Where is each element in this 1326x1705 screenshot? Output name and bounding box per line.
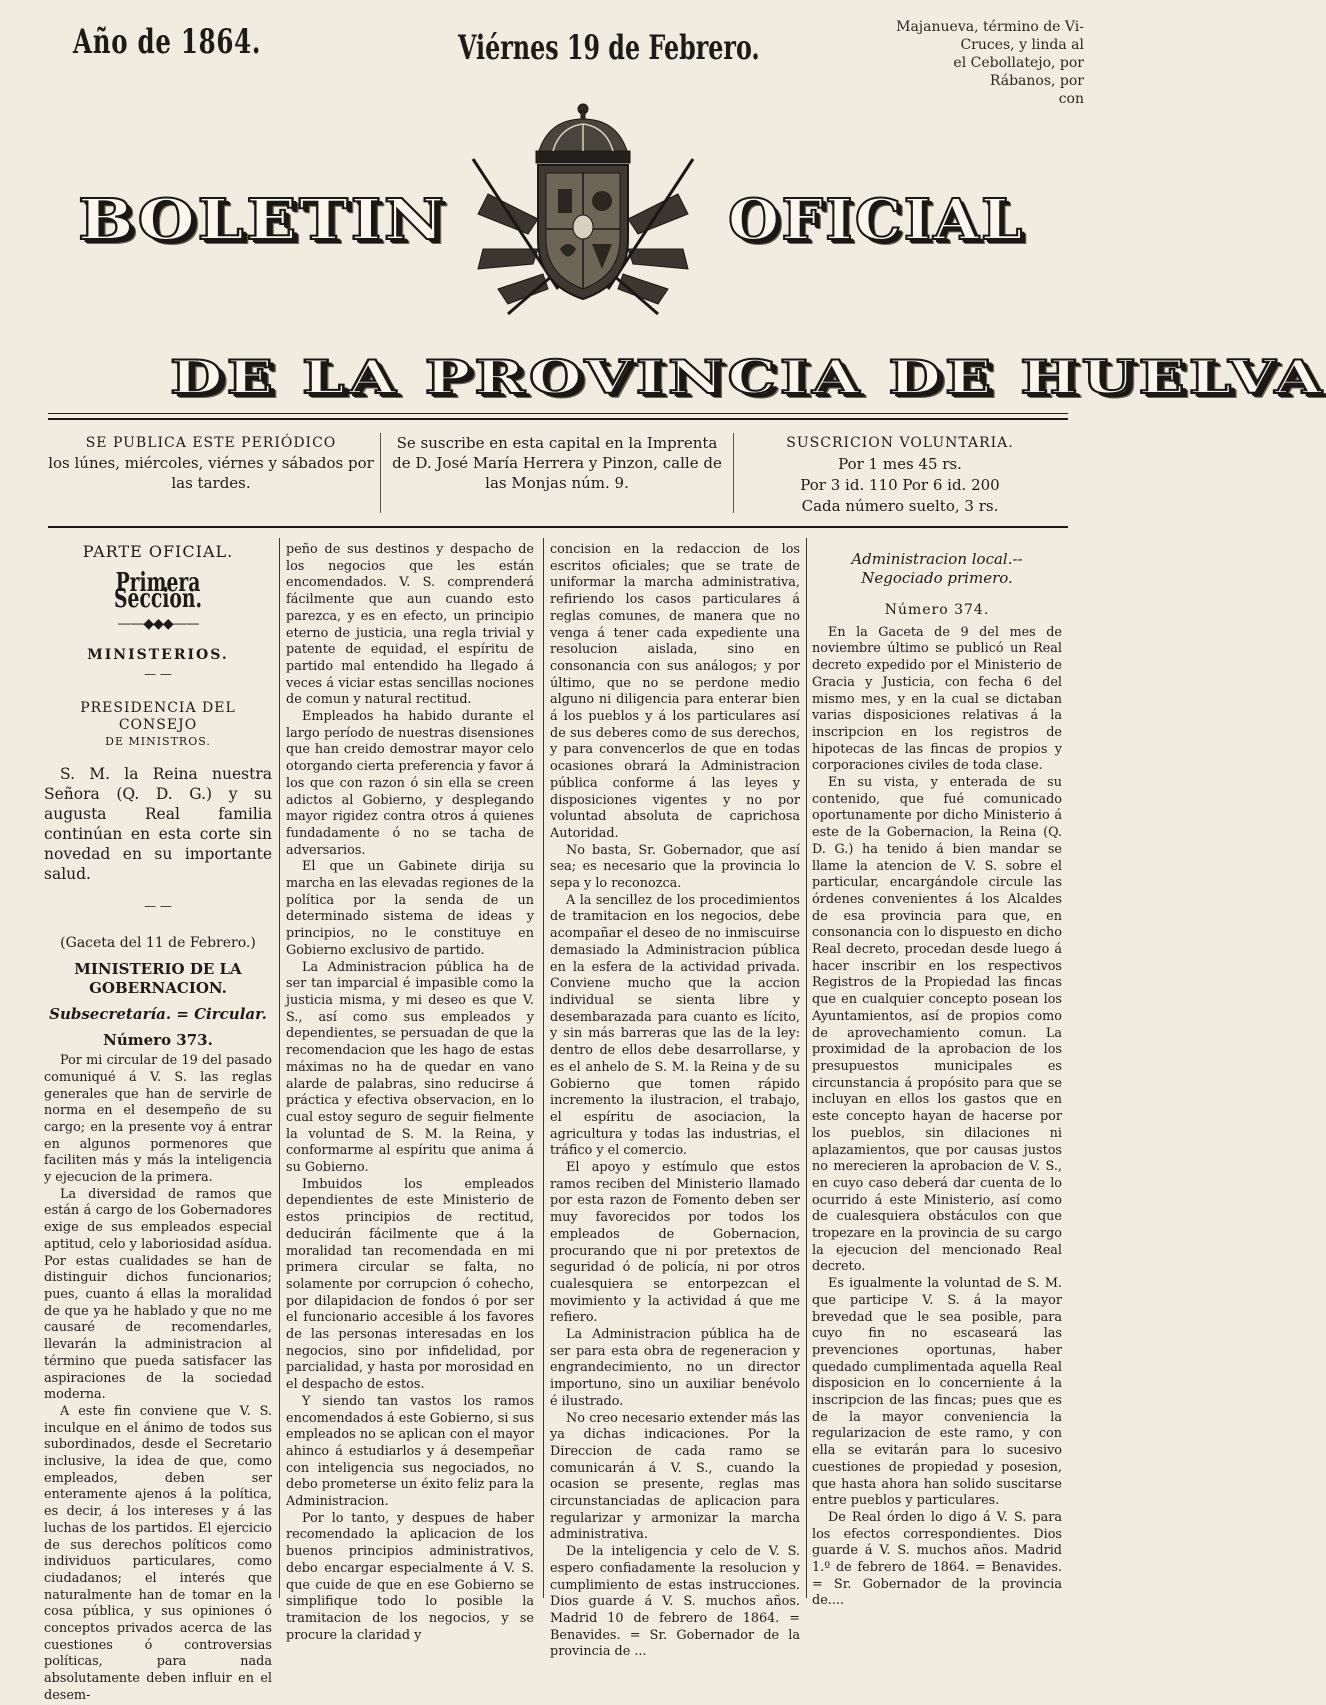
column-4 bbox=[812, 542, 1062, 1609]
price-line: Cada número suelto, 3 rs. bbox=[801, 497, 999, 515]
paragraph: La Administracion pública ha de ser tan imparcial é impasible como la justicia misma, y mi deseo es que V. S., así como sus empleados y dependientes, se persuadan de que la recomendacion que les hago de estas máximas no ha de quedar en vano alarde de palabras, sino reducirse á práctica y efectiva observacion, en lo cual estoy seguro de seguir fielmente la voluntad de S. M. la Reina, y conformarme al espíritu que anima á su Gobierno. bbox=[286, 959, 534, 1176]
masthead-province: DE LA PROVINCIA DE HUELVA bbox=[170, 350, 1326, 404]
paragraph: Por lo tanto, y despues de haber recomendado la aplicacion de los buenos principios administrativos, debo encargar especialmente á V. S. que cuide de que en ese Gobierno se simplifique todo lo posible la tramitacion de los negocios, y se procure la claridad y bbox=[286, 1510, 534, 1643]
column-divider bbox=[543, 538, 544, 1598]
prices-heading: SUSCRICION VOLUNTARIA. bbox=[786, 435, 1014, 451]
paragraph: La diversidad de ramos que están á cargo de los Gobernadores exige de sus empleados especial aptitud, celo y laboriosidad asídua. Por estas cualidades se han de distinguir dichos funcionarios; pues, cuanto á ellas la moralidad de que ya he hablado y que no me causaré de recomendarles, llevarán la administracion al término que pueda satisfacer las aspiraciones de la sociedad moderna. bbox=[44, 1186, 272, 1403]
masthead-word-boletin: BOLETIN bbox=[78, 187, 447, 253]
corner-line: Majanueva, término de Vi- bbox=[896, 19, 1084, 35]
rule bbox=[48, 413, 1068, 414]
paragraph: Es igualmente la voluntad de S. M. que participe V. S. á la mayor brevedad que le sea posible, para cuyo fin no escaseará las prevenciones oportunas, haber quedado cumplimentada aquella Real disposicion en lo concerniente á la inscripcion de las fincas; pues que es de la mayor conveniencia la regularizacion de este ramo, y con ella se evitarán para lo sucesivo cuestiones de propiedad y posesion, que hasta ahora han solido suscitarse entre pueblos y particulares. bbox=[812, 1276, 1062, 1509]
paragraph: Empleados ha habido durante el largo período de nuestras disensiones que han creido demostrar mayor celo otorgando cierta preferencia y favor á los que con razon ó sin ella se creen adictos al Gobierno, y desplegando mayor rigidez contra otros á quienes fundadamente ó no se tacha de adversarios. bbox=[286, 709, 534, 858]
rule bbox=[48, 526, 1068, 528]
paragraph: En su vista, y enterada de su contenido, que fué comunicado oportunamente por dicho Ministerio á este de la Gobernacion, la Reina (Q. D. G.) ha tenido á bien mandar se llame la atencion de V. S. sobre el particular, encargándole circule las órdenes convenientes á los Alcaldes de esa provincia para que, en consonancia con lo dispuesto en dicho Real decreto, procedan desde luego á hacer inscribir en los respectivos Registros de la Propiedad las fincas que en cualquier concepto posean los Ayuntamientos, así de propios como de aprovechamiento comun. La proximidad de la aprobacion de los presupuestos municipales es circunstancia á propósito para que se incluyan en ellos los gastos que en este concepto hayan de hacerse por los pueblos, sin dilaciones ni aplazamientos, que por causas justos no merecieren la aprobacion de V. S., en cuyo caso deberá dar cuenta de lo ocurrido á este Ministerio, así como de cualesquiera obstáculos con que tropezare en la provincia de su cargo la ejecucion del mencionado Real decreto. bbox=[812, 775, 1062, 1275]
section-title: Primera Seccion. bbox=[114, 567, 202, 615]
issue-date: Viérnes 19 de Febrero. bbox=[458, 28, 760, 68]
paragraph: El apoyo y estímulo que estos ramos reciben del Ministerio llamado por esta razon de Fomento deben ser muy favorecidos por todos los empleados de Gobernacion, procurando que ni por pretextos de seguridad ó de policía, ni por otros cualesquiera se entorpezcan el movimiento y la actividad á que me refiero. bbox=[550, 1160, 800, 1326]
publication-heading: SE PUBLICA ESTE PERIÓDICO bbox=[85, 435, 337, 451]
publication-info bbox=[46, 433, 376, 513]
subscription-prices bbox=[740, 433, 1060, 513]
paragraph: No basta, Sr. Gobernador, que así sea; es necesario que la provincia lo sepa y lo reconozca. bbox=[550, 842, 800, 892]
paragraph: En la Gaceta de 9 del mes de noviembre último se publicó un Real decreto expedido por el Ministerio de Gracia y Justicia, con fecha 6 del mismo mes, y en la cual se dictaban varias disposiciones relativas á la inscripcion en los registros de hipotecas de las fincas de propios y corporaciones civiles de toda clase. bbox=[812, 624, 1062, 774]
corner-line: Rábanos, por bbox=[989, 73, 1084, 89]
circular-number: Número 373. bbox=[103, 1031, 213, 1050]
rule bbox=[48, 418, 1068, 420]
divider-dash: — — bbox=[144, 899, 172, 914]
top-line bbox=[0, 14, 1132, 107]
price-line: Por 1 mes 45 rs. bbox=[838, 455, 962, 473]
paragraph: Y siendo tan vastos los ramos encomendados á este Gobierno, si sus empleados no se aplican con el mayor ahinco á estudiarlos y á desempeñar con inteligencia sus negociados, no debo prometerse un éxito feliz para la Administracion. bbox=[286, 1393, 534, 1510]
subscription-text: Se suscribe en esta capital en la Imprenta de D. José María Herrera y Pinzon, calle de las Monjas núm. 9. bbox=[392, 434, 722, 492]
column-1 bbox=[44, 542, 272, 1703]
section-heading: Administracion local.--Negociado primero. bbox=[851, 550, 1023, 587]
notice-number: Número 374. bbox=[884, 602, 990, 618]
corner-line: con bbox=[1058, 91, 1084, 107]
paragraph: concision en la redaccion de los escritos oficiales; que se trate de uniformar la marcha administrativa, refiriendo los casos particulares á reglas comunes, de manera que no venga á tener cada expediente una resolucion aislada, sino en consonancia con sus análogos; y por último, que no se perdone medio alguno ni diligencia para enterar bien á los pueblos y á los particulares así de sus deberes como de sus derechos, y para convencerlos de que en todas ocasiones obrará la Administracion pública conforme á las leyes y disposiciones vigentes y no por voluntad absoluta de caprichosa Autoridad. bbox=[550, 542, 800, 841]
ornament: ——◆◆◆—— bbox=[117, 616, 199, 633]
presidencia-heading: PRESIDENCIA DEL CONSEJO bbox=[80, 700, 236, 733]
subscription-address bbox=[380, 433, 734, 513]
section-heading: PARTE OFICIAL. bbox=[82, 542, 234, 561]
paragraph: El que un Gabinete dirija su marcha en las elevadas regiones de la política por la senda de un determinado sistema de ideas y principios, no le constituye en Gobierno exclusivo de partido. bbox=[286, 859, 534, 958]
column-3 bbox=[550, 542, 800, 1660]
paragraph: La Administracion pública ha de ser para esta obra de regeneracion y engrandecimiento, no un director importuno, sino un auxiliar benévolo é ilustrado. bbox=[550, 1327, 800, 1409]
paragraph: Por mi circular de 19 del pasado comuniqué á V. S. las reglas generales que han de servirle de norma en el desempeño de su cargo; en la presente voy á entrar en algunos pormenores que faciliten más y más la inteligencia y ejecucion de la primera. bbox=[44, 1053, 272, 1186]
gaceta-source: (Gaceta del 11 de Febrero.) bbox=[60, 935, 256, 952]
paragraph: De Real órden lo digo á V. S. para los efectos correspondientes. Dios guarde á V. S. muchos años. Madrid 1.º de febrero de 1864. = Benavides. = Sr. Gobernador de la provincia de.... bbox=[812, 1509, 1062, 1609]
publication-days: los lúnes, miércoles, viérnes y sábados por las tardes. bbox=[48, 454, 374, 492]
divider-dash: — — bbox=[144, 666, 172, 681]
paragraph: Imbuidos los empleados dependientes de este Ministerio de estos principios de rectitud, deducirán fácilmente que á la moralidad tan recomendada en mi primera circular se falta, no solamente por corrupcion ó cohecho, por dilapidacion de fondos ó por ser el funcionario accesible á los favores de las personas interesadas en los negocios, sino por infidelidad, por parcialidad, y hasta por morosidad en el despacho de estos. bbox=[286, 1176, 534, 1393]
corner-line: Cruces, y linda al bbox=[960, 37, 1084, 53]
ministerios-heading: MINISTERIOS. bbox=[87, 646, 229, 663]
corner-line: el Cebollatejo, por bbox=[953, 55, 1084, 71]
paragraph: A este fin conviene que V. S. inculque en el ánimo de todos sus subordinados, desde el Secretario inclusive, la idea de que, como empleados, deben ser enteramente ajenos á la política, es decir, á los intereses y á las luchas de los partidos. El ejercicio de sus derechos políticos como individuos particulares, como ciudadanos; el interés que naturalmente han de tomar en la cosa pública, y sus opiniones ó conceptos privados acerca de las cuestiones ó controversias políticas, para nada absolutamente deben influir en el desem- bbox=[44, 1403, 272, 1703]
column-divider bbox=[279, 538, 280, 1598]
masthead bbox=[0, 95, 1326, 415]
issue-year: Año de 1864. bbox=[73, 22, 262, 62]
paragraph: A la sencillez de los procedimientos de tramitacion en los negocios, debe acompañar el deseo de no inmiscuirse demasiado la Administracion pública en la esfera de la actividad privada. Conviene mucho que la accion individual se sienta libre y desembarazada para cuanto es lícito, y sin más barreras que las de la ley: dentro de ellos debe desarrollarse, y es el anhelo de S. M. la Reina y de su Gobierno que tomen rápido incremento la ilustracion, el trabajo, el espíritu de asociacion, la agricultura y todas las industrias, el tráfico y el comercio. bbox=[550, 892, 800, 1159]
price-line: Por 3 id. 110 Por 6 id. 200 bbox=[800, 476, 1000, 494]
circular-heading: Subsecretaría. = Circular. bbox=[49, 1004, 267, 1023]
masthead-word-oficial: OFICIAL bbox=[728, 187, 1025, 253]
paragraph: De la inteligencia y celo de V. S. espero confiadamente la resolucion y cumplimiento de estas instrucciones. Dios guarde á V. S. muchos años. Madrid 10 de febrero de 1864. = Benavides. = Sr. Gobernador de la provincia de ... bbox=[550, 1544, 800, 1660]
royal-health-notice: S. M. la Reina nuestra Señora (Q. D. G.) y su augusta Real familia continúan en esta corte sin novedad en su importante salud. bbox=[44, 765, 272, 884]
presidencia-subheading: DE MINISTROS. bbox=[105, 734, 211, 748]
ministry-heading: MINISTERIO DE LA GOBERNACION. bbox=[74, 959, 242, 997]
paragraph: peño de sus destinos y despacho de los negocios que les están encomendados. V. S. comprenderá fácilmente que aun cuando esto parezca, y es en efecto, un principio eterno de justicia, una regla trivial y patente de equidad, el espíritu de partido mal entendido ha llegado á veces á viciar estas sencillas nociones de comun y natural rectitud. bbox=[286, 542, 534, 708]
column-divider bbox=[806, 538, 807, 1598]
royal-crest-icon bbox=[468, 99, 698, 324]
paragraph: No creo necesario extender más las ya dichas indicaciones. Por la Direccion de cada ramo se comunicarán á V. S., cuando la ocasion se presente, reglas mas circunstanciadas de aplicacion para regularizar y armonizar la marcha administrativa. bbox=[550, 1410, 800, 1543]
column-2 bbox=[286, 542, 534, 1643]
